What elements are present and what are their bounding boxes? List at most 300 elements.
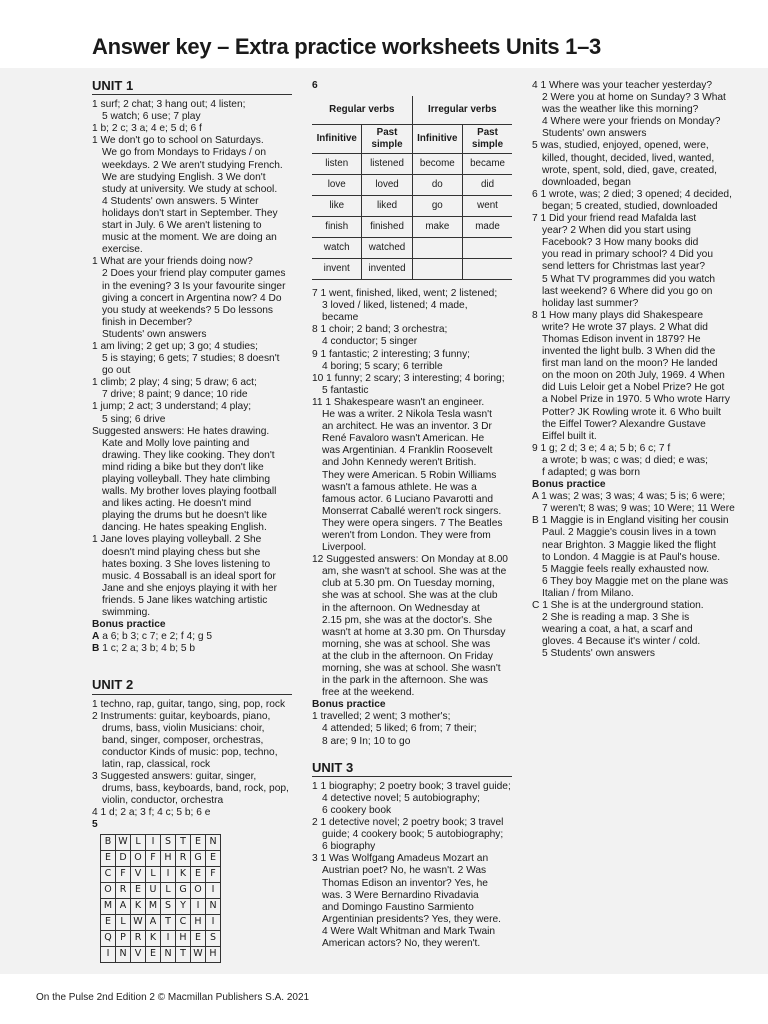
col2-ex8 [312, 324, 512, 348]
wordsearch-cell: O [131, 850, 146, 866]
answer-line: was the weather like this morning? [542, 104, 699, 116]
answer-line: violin, conductor, orchestra [102, 795, 224, 807]
table-cell: loved [362, 175, 412, 196]
table-row [312, 259, 512, 280]
answer-line: and Domingo Faustino Sarmiento [322, 901, 474, 913]
answer-line: friends. 5 Jane likes watching artistic [102, 594, 268, 606]
answer-line: 5 is staying; 6 gets; 7 studies; 8 doesn't [102, 353, 280, 365]
wordsearch-cell: E [131, 882, 146, 898]
table-cell [463, 259, 512, 280]
wordsearch-cell: Q [101, 930, 116, 946]
answer-line: playing the drums but he doesn't like [102, 510, 268, 522]
table-cell: become [412, 154, 462, 175]
table-cell [412, 259, 462, 280]
answer-line: write? He wrote 37 plays. 2 What did [542, 321, 708, 333]
wordsearch-cell: T [176, 946, 191, 962]
table-cell: go [412, 196, 462, 217]
answer-line: a wrote; b was; c was; d died; e was; [542, 454, 708, 466]
wordsearch-cell: R [116, 882, 131, 898]
answer-line: drums, bass, keyboards, band, rock, pop, [102, 783, 289, 795]
wordsearch-cell: E [191, 834, 206, 850]
page-title: Answer key – Extra practice worksheets Units 1–3 [92, 34, 601, 59]
wordsearch-cell: R [131, 930, 146, 946]
answer-line: We are studying English. 3 We don't [102, 171, 266, 183]
answer-line: We go from Mondays to Fridays / on [102, 147, 267, 159]
answer-line: wasn't at home at 3.30 pm. On Thursday [322, 626, 506, 638]
answer-line: you read in primary school? 4 Did you [542, 249, 714, 261]
answer-line: 5 Maggie feels really exhausted now. [542, 563, 710, 575]
answer-line: 4 detective novel; 5 autobiography; [322, 792, 481, 804]
answer-line: was Argentinian. 4 Franklin Roosevelt [322, 445, 493, 457]
answer-line: morning, she was at school. She wasn't [322, 663, 501, 674]
answer-line: 4 Were Walt Whitman and Mark Twain [322, 925, 496, 937]
unit1-ex8 [92, 426, 292, 535]
unit-2-heading: UNIT 2 [92, 679, 292, 694]
table-cell [412, 238, 462, 259]
answer-line: on the moon on 20th July, 1969. 4 When [542, 370, 725, 382]
answer-line: 5 watch; 6 use; 7 play [102, 111, 201, 123]
wordsearch-cell: M [146, 898, 161, 914]
table-cell [463, 238, 512, 259]
answer-line: 7 1 Did your friend read Mafalda last [532, 213, 697, 225]
answer-line: year? 2 When did you start using [542, 225, 691, 237]
wordsearch-cell: M [101, 898, 116, 914]
answer-line: doesn't mind playing chess but she [102, 546, 261, 558]
answer-line: giving a concert in Argentina now? 4 Do [102, 292, 282, 304]
regular-verbs-header: Regular verbs [312, 96, 412, 125]
answer-line: an architect. He was an inventor. 3 Dr [322, 421, 492, 433]
answer-line: Thomas Edison invent in 1879? He [542, 333, 701, 345]
wordsearch-cell: O [101, 882, 116, 898]
answer-line: holidays don't start in September. They [102, 207, 278, 219]
col3-bonus-b [532, 515, 742, 600]
header-infinitive: Infinitive [412, 125, 462, 154]
answer-line: near Brighton. 3 Maggie liked the flight [542, 539, 716, 551]
col3-ex8 [532, 310, 742, 443]
answer-line: Paul. 2 Maggie's cousin lives in a town [542, 527, 717, 539]
col2-bonus-heading: Bonus practice [312, 699, 386, 711]
answer-line: weekdays. 2 We aren't studying French. [102, 159, 283, 171]
wordsearch-cell: C [101, 866, 116, 882]
wordsearch-cell: I [191, 898, 206, 914]
unit2-ex3 [92, 771, 292, 807]
table-cell: finished [362, 217, 412, 238]
answer-line: dancing. He hates speaking English. [102, 522, 267, 534]
answer-line: 5 was, studied, enjoyed, opened, were, [532, 140, 709, 152]
wordsearch-cell: I [101, 946, 116, 962]
col2-bonus [312, 711, 512, 747]
wordsearch-cell: I [206, 882, 221, 898]
wordsearch-cell: B [101, 834, 116, 850]
answer-line: and John Kennedy weren't British. [322, 457, 477, 469]
answer-line: 7 weren't; 8 was; 9 was; 10 Were; 11 Were [542, 503, 735, 515]
answer-line: 5 fantastic [322, 384, 369, 396]
unit1-ex6 [92, 377, 292, 401]
answer-line: 4 boring; 5 scary; 6 terrible [322, 360, 443, 372]
wordsearch-cell: D [116, 850, 131, 866]
answer-line: C 1 She is at the underground station. [532, 600, 704, 612]
answer-line: René Favaloro wasn't American. He [322, 433, 485, 445]
answer-line: hates boxing. 3 She loves listening to [102, 558, 271, 570]
answer-line: weren't from London. They were from [322, 529, 491, 541]
answer-line: at the club in the afternoon. On Friday [322, 650, 494, 662]
wordsearch-cell: I [146, 834, 161, 850]
answer-line: He was a writer. 2 Nikola Tesla wasn't [322, 409, 492, 421]
table-cell: love [312, 175, 362, 196]
answer-line: invented the light bulb. 3 When did the [542, 346, 716, 358]
answer-line: 8 are; 9 In; 10 to go [322, 735, 411, 747]
answer-line: They were opera singers. 7 The Beatles [322, 517, 503, 529]
table-row [312, 196, 512, 217]
answer-line: 5 sing; 6 drive [102, 413, 166, 425]
answer-line: send letters for Christmas last year? [542, 261, 706, 273]
irregular-verbs-header: Irregular verbs [412, 96, 512, 125]
table-cell: listened [362, 154, 412, 175]
col2-ex9 [312, 349, 512, 373]
unit1-ex7 [92, 401, 292, 425]
answer-line: music. 4 Bossaball is an ideal sport for [102, 570, 276, 582]
column-1 [92, 80, 292, 963]
answer-line: and likes acting. He doesn't mind [102, 498, 252, 510]
col3-bonus-a [532, 491, 742, 515]
wordsearch-row [101, 914, 221, 930]
answer-line: start in July. 6 We aren't listening to [102, 220, 262, 232]
wordsearch-cell: G [191, 850, 206, 866]
wordsearch-cell: N [116, 946, 131, 962]
answer-line: she was at school. She was at the club [322, 590, 498, 602]
answer-line: 6 1 wrote, was; 2 died; 3 opened; 4 decided, [532, 188, 732, 200]
answer-line: band, singer, composer, orchestras, [102, 734, 264, 746]
answer-line: 1 am living; 2 get up; 3 go; 4 studies; [92, 340, 258, 352]
answer-line: A 1 was; 2 was; 3 was; 4 was; 5 is; 6 were; [532, 491, 726, 503]
answer-line: 2.15 pm, she was at the doctor's. She [322, 614, 493, 626]
answer-line: 7 1 went, finished, liked, went; 2 listened; [312, 288, 498, 300]
col3-bonus-c [532, 600, 742, 660]
answer-line: f adapted; g was born [542, 467, 640, 478]
column-2 [312, 80, 512, 950]
unit1-ex5 [92, 341, 292, 377]
unit3-ex2 [312, 817, 512, 853]
answer-line: 1 We don't go to school on Saturdays. [92, 135, 264, 147]
unit1-ex9 [92, 534, 292, 619]
wordsearch-cell: E [191, 930, 206, 946]
ex6-label: 6 [312, 80, 318, 91]
answer-line: famous actor. 6 Luciano Pavarotti and [322, 493, 494, 505]
wordsearch-cell: E [146, 946, 161, 962]
unit2-ex4 [92, 807, 292, 819]
wordsearch-row [101, 882, 221, 898]
answer-line: 6 cookery book [322, 804, 392, 816]
wordsearch-cell: H [206, 946, 221, 962]
col3-ex9 [532, 443, 742, 479]
wordsearch-row [101, 930, 221, 946]
answer-line: 1 b; 2 c; 3 a; 4 e; 5 d; 6 f [92, 123, 202, 135]
answer-line: Eiffel built it. [542, 430, 597, 442]
wordsearch-cell: O [191, 882, 206, 898]
answer-line: killed, thought, decided, lived, wanted, [542, 152, 715, 164]
answer-line: Potter? JK Rowling wrote it. 6 Who built [542, 406, 721, 418]
answer-line: you study at weekends? 5 Do lessons [102, 304, 274, 316]
wordsearch-cell: T [176, 834, 191, 850]
answer-line: 4 Students' own answers. 5 Winter [102, 195, 259, 207]
answer-line: the Eiffel Tower? Alexandre Gustave [542, 418, 706, 430]
answer-line: 12 Suggested answers: On Monday at 8.00 [312, 554, 508, 566]
answer-line: 9 1 g; 2 d; 3 e; 4 a; 5 b; 6 c; 7 f [532, 442, 671, 454]
answer-line: 1 travelled; 2 went; 3 mother's; [312, 711, 451, 723]
answer-line: first man land on the moon? He landed [542, 358, 718, 370]
answer-line: 9 1 fantastic; 2 interesting; 3 funny; [312, 348, 471, 360]
answer-line: morning, she was at school. She was [322, 638, 491, 650]
answer-line: 8 1 How many plays did Shakespeare [532, 309, 704, 321]
answer-line: finish in December? [102, 316, 193, 328]
unit1-bonus-b: B 1 c; 2 a; 3 b; 4 b; 5 b [92, 643, 196, 655]
wordsearch-cell: H [191, 914, 206, 930]
wordsearch-cell: W [191, 946, 206, 962]
wordsearch-cell: F [146, 850, 161, 866]
table-row [312, 175, 512, 196]
answer-line: 10 1 funny; 2 scary; 3 interesting; 4 boring; [312, 372, 505, 384]
table-cell: invented [362, 259, 412, 280]
answer-line: Suggested answers: He hates drawing. [92, 425, 270, 437]
answer-line: club at 5.30 pm. On Tuesday morning, [322, 578, 495, 590]
unit1-ex3 [92, 135, 292, 256]
answer-line: to London. 4 Maggie is at Paul's house. [542, 551, 721, 563]
answer-line: in the evening? 3 Is your favourite singer [102, 280, 286, 292]
header-past-simple: Past simple [463, 125, 512, 154]
answer-line: 1 jump; 2 act; 3 understand; 4 play; [92, 401, 252, 413]
wordsearch-cell: E [191, 866, 206, 882]
answer-line: 5 Students' own answers [542, 648, 655, 660]
wordsearch-cell: L [131, 834, 146, 850]
answer-line: 1 What are your friends doing now? [92, 256, 253, 268]
wordsearch-cell: P [116, 930, 131, 946]
wordsearch-cell: H [176, 930, 191, 946]
answer-line: 4 1 d; 2 a; 3 f; 4 c; 5 b; 6 e [92, 807, 211, 819]
col3-ex6 [532, 189, 742, 213]
answer-line: conductor Kinds of music: pop, techno, [102, 746, 278, 758]
wordsearch-cell: F [116, 866, 131, 882]
table-cell: did [463, 175, 512, 196]
answer-line: 6 They boy Maggie met on the plane was [542, 575, 729, 587]
answer-line: downloaded, began [542, 176, 631, 188]
wordsearch-grid [100, 834, 221, 963]
wordsearch-row [101, 850, 221, 866]
unit1-bonus-a: A a 6; b 3; c 7; e 2; f 4; g 5 [92, 631, 213, 643]
verbs-table [312, 96, 512, 280]
table-cell: watched [362, 238, 412, 259]
answer-line: 8 1 choir; 2 band; 3 orchestra; [312, 324, 448, 336]
answer-line: Argentinian presidents? Yes, they were. [322, 913, 501, 925]
answer-line: Students' own answers [542, 128, 647, 140]
table-row [312, 238, 512, 259]
wordsearch-cell: L [146, 866, 161, 882]
table-cell: do [412, 175, 462, 196]
unit-3-heading: UNIT 3 [312, 762, 512, 777]
answer-line: 11 1 Shakespeare wasn't an engineer. [312, 396, 485, 408]
wordsearch-cell: W [131, 914, 146, 930]
wordsearch-cell: L [116, 914, 131, 930]
answer-line: swimming. [102, 607, 151, 619]
col2-ex12 [312, 554, 512, 699]
answer-line: Facebook? 3 How many books did [542, 237, 699, 249]
answer-line: 1 climb; 2 play; 4 sing; 5 draw; 6 act; [92, 377, 257, 389]
wordsearch-cell: F [206, 866, 221, 882]
answer-line: was. 3 Were Bernardino Rivadavia [322, 889, 479, 901]
answer-line: wearing a coat, a hat, a scarf and [542, 624, 693, 636]
answer-line: 4 Where were your friends on Monday? [542, 116, 721, 128]
answer-line: drums, bass, violin Musicians: choir, [102, 722, 265, 734]
wordsearch-cell: W [116, 834, 131, 850]
wordsearch-cell: E [101, 850, 116, 866]
unit-1-heading: UNIT 1 [92, 80, 292, 95]
answer-line: began; 5 created, studied, downloaded [542, 200, 718, 212]
unit1-bonus-heading: Bonus practice [92, 619, 166, 631]
answer-line: gloves. 4 Because it's winter / cold. [542, 636, 701, 648]
unit2-ex5-label: 5 [92, 819, 98, 831]
wordsearch-cell: G [176, 882, 191, 898]
answer-line: 7 drive; 8 paint; 9 dance; 10 ride [102, 389, 248, 401]
wordsearch-cell: S [206, 930, 221, 946]
wordsearch-row [101, 898, 221, 914]
answer-line: in the afternoon. On Wednesday at [322, 602, 480, 614]
answer-line: 3 1 Was Wolfgang Amadeus Mozart an [312, 853, 489, 865]
answer-line: Jane and she enjoys playing it with her [102, 582, 277, 594]
table-cell: became [463, 154, 512, 175]
wordsearch-cell: V [131, 866, 146, 882]
table-cell: watch [312, 238, 362, 259]
col2-ex11 [312, 397, 512, 554]
unit1-ex1 [92, 99, 292, 123]
wordsearch-cell: I [206, 914, 221, 930]
answer-line: free at the weekend. [322, 687, 415, 699]
header-infinitive: Infinitive [312, 125, 362, 154]
answer-line: 1 surf; 2 chat; 3 hang out; 4 listen; [92, 99, 246, 111]
answer-line: Italian / from Milano. [542, 587, 634, 599]
wordsearch-cell: K [131, 898, 146, 914]
table-cell: finish [312, 217, 362, 238]
answer-line: last weekend? 6 Where did you go on [542, 285, 713, 297]
wordsearch-row [101, 834, 221, 850]
answer-line: 4 conductor; 5 singer [322, 336, 418, 348]
wordsearch-cell: U [146, 882, 161, 898]
answer-line: go out [102, 365, 131, 377]
answer-line: 2 1 detective novel; 2 poetry book; 3 travel [312, 817, 504, 829]
wordsearch-cell: Y [176, 898, 191, 914]
answer-line: 3 Suggested answers: guitar, singer, [92, 771, 257, 783]
answer-line: became [322, 312, 359, 324]
answer-line: a Nobel Prize in 1970. 5 Who wrote Harry [542, 394, 730, 406]
answer-line: mind riding a bike but they don't like [102, 461, 264, 473]
col3-bonus-heading: Bonus practice [532, 479, 606, 491]
wordsearch-row [101, 866, 221, 882]
wordsearch-cell: C [176, 914, 191, 930]
table-cell: make [412, 217, 462, 238]
wordsearch-cell: R [176, 850, 191, 866]
answer-line: 2 Does your friend play computer games [102, 268, 286, 280]
answer-line: guide; 4 cookery book; 5 autobiography; [322, 829, 504, 841]
wordsearch-cell: A [146, 914, 161, 930]
answer-line: 5 What TV programmes did you watch [542, 273, 716, 285]
table-cell: went [463, 196, 512, 217]
answer-line: Monserrat Caballé weren't rock singers. [322, 505, 502, 517]
answer-line: Austrian poet? No, he wasn't. 2 Was [322, 865, 487, 877]
answer-line: 4 1 Where was your teacher yesterday? [532, 80, 713, 91]
answer-line: 1 Jane loves playing volleyball. 2 She [92, 534, 262, 546]
unit2-ex2 [92, 711, 292, 771]
col2-ex10 [312, 373, 512, 397]
unit3-ex1 [312, 781, 512, 817]
answer-line: walls. My brother loves playing football [102, 486, 277, 498]
answer-line: 2 She is reading a map. 3 She is [542, 612, 690, 624]
unit2-ex1 [92, 699, 292, 711]
wordsearch-cell: I [161, 930, 176, 946]
answer-line: in the park in the afternoon. She was [322, 675, 488, 687]
wordsearch-cell: K [176, 866, 191, 882]
answer-line: 2 Were you at home on Sunday? 3 What [542, 92, 726, 104]
answer-line: am, she wasn't at school. She was at the [322, 566, 507, 578]
answer-line: 3 loved / liked, listened; 4 made, [322, 300, 468, 312]
col3-ex4 [532, 80, 742, 140]
wordsearch-cell: E [101, 914, 116, 930]
wordsearch-cell: E [206, 850, 221, 866]
wordsearch-cell: N [206, 898, 221, 914]
col3-ex5 [532, 140, 742, 188]
answer-line: music at the moment. We are doing an [102, 232, 277, 244]
answer-line: wasn't a famous athlete. He was a [322, 481, 477, 493]
wordsearch-cell: V [131, 946, 146, 962]
answer-line: Thomas Edison an inventor? Yes, he [322, 877, 488, 889]
unit3-ex3 [312, 853, 512, 950]
wordsearch-cell: K [146, 930, 161, 946]
answer-line: drawing. They like cooking. They don't [102, 449, 275, 461]
table-cell: like [312, 196, 362, 217]
table-row [312, 217, 512, 238]
header-past-simple: Past simple [362, 125, 412, 154]
answer-line: 6 biography [322, 841, 376, 853]
wordsearch-cell: T [161, 914, 176, 930]
wordsearch-cell: S [161, 834, 176, 850]
wordsearch-row [101, 946, 221, 962]
answer-line: study at university. We study at school. [102, 183, 278, 195]
answer-line: Kate and Molly love painting and [102, 437, 250, 449]
wordsearch-cell: L [161, 882, 176, 898]
wordsearch-cell: I [161, 866, 176, 882]
table-cell: liked [362, 196, 412, 217]
unit1-ex4 [92, 256, 292, 341]
table-row [312, 154, 512, 175]
footer-copyright: On the Pulse 2nd Edition 2 © Macmillan Publishers S.A. 2021 [36, 992, 310, 1003]
table-cell: invent [312, 259, 362, 280]
wordsearch-cell: S [161, 898, 176, 914]
answer-line: They were American. 5 Robin Williams [322, 469, 497, 481]
wordsearch-cell: A [116, 898, 131, 914]
unit1-ex2 [92, 123, 292, 135]
answer-line: 2 Instruments: guitar, keyboards, piano, [92, 710, 271, 722]
answer-line: latin, rap, classical, rock [102, 758, 211, 770]
answer-line: B 1 Maggie is in England visiting her cousin [532, 515, 729, 527]
answer-line: did Luis Leloir get a Nobel Prize? He got [542, 382, 725, 394]
answer-line: wrote, spent, sold, died, gave, created, [542, 164, 717, 176]
answer-line: 1 techno, rap, guitar, tango, sing, pop, rock [92, 698, 286, 710]
answer-line: exercise. [102, 244, 143, 256]
col3-ex7 [532, 213, 742, 310]
wordsearch-cell: N [161, 946, 176, 962]
column-3 [532, 80, 742, 661]
answer-line: Liverpool. [322, 542, 367, 554]
table-cell: listen [312, 154, 362, 175]
answer-line: holiday last summer? [542, 297, 639, 309]
answer-line: playing volleyball. They hate climbing [102, 474, 270, 485]
